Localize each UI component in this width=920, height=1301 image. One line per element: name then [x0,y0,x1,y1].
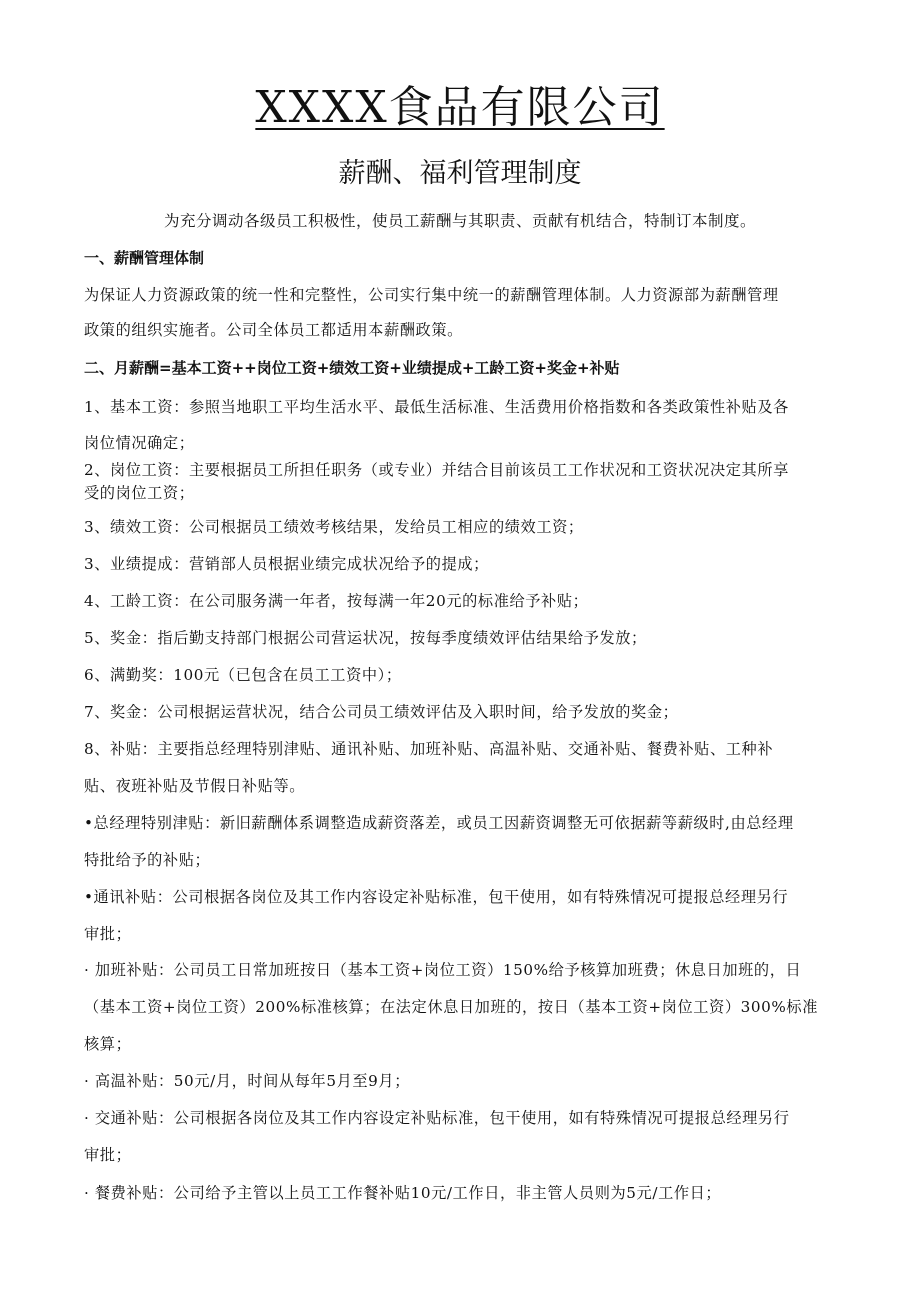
section-heading-1: 一、薪酬管理体制 [84,249,205,267]
paragraph-line: 3、绩效工资：公司根据员工绩效考核结果，发给员工相应的绩效工资； [84,518,584,536]
company-title [0,80,920,136]
paragraph-line: •总经理特别津贴：新旧薪酬体系调整造成薪资落差，或员工因薪资调整无可依据薪等薪级时,由总经理 [84,814,794,832]
paragraph-line: 受的岗位工资； [84,484,195,502]
paragraph-line: 2、岗位工资：主要根据员工所担任职务（或专业）并结合目前该员工工作状况和工资状况决定其所享 [84,461,789,479]
paragraph-line: 7、奖金：公司根据运营状况，结合公司员工绩效评估及入职时间，给予发放的奖金； [84,703,679,721]
paragraph-line: 1、基本工资：参照当地职工平均生活水平、最低生活标准、生活费用价格指数和各类政策性补贴及各 [84,398,789,416]
paragraph-line: · 加班补贴：公司员工日常加班按日（基本工资+岗位工资）150%给予核算加班费；休息日加班的，日 [84,961,802,979]
paragraph-line: 8、补贴：主要指总经理特别津贴、通讯补贴、加班补贴、高温补贴、交通补贴、餐费补贴、工种补 [84,740,774,758]
paragraph-line: 特批给予的补贴； [84,851,211,869]
paragraph-line: 5、奖金：指后勤支持部门根据公司营运状况，按每季度绩效评估结果给予发放； [84,629,647,647]
document-subtitle: 薪酬、福利管理制度 [338,158,582,189]
company-title-text: XXXX食品有限公司 [255,82,665,133]
paragraph-line: （基本工资+岗位工资）200%标准核算；在法定休息日加班的，按日（基本工资+岗位工资）300%标准 [84,998,819,1016]
paragraph-line: · 高温补贴：50元/月，时间从每年5月至9月； [84,1072,411,1090]
paragraph-line: 贴、夜班补贴及节假日补贴等。 [84,777,306,795]
paragraph-line: · 餐费补贴：公司给予主管以上员工工作餐补贴10元/工作日，非主管人员则为5元/工作日； [84,1184,722,1202]
paragraph-line: 3、业绩提成：营销部人员根据业绩完成状况给予的提成； [84,555,489,573]
paragraph-line: 4、工龄工资：在公司服务满一年者，按每满一年20元的标准给予补贴； [84,592,589,610]
paragraph-line: 岗位情况确定； [84,434,195,452]
paragraph-line: •通讯补贴：公司根据各岗位及其工作内容设定补贴标准，包干使用，如有特殊情况可提报总经理另行 [84,888,789,906]
paragraph-line: 核算； [84,1035,132,1053]
paragraph-line: 政策的组织实施者。公司全体员工都适用本薪酬政策。 [84,321,463,339]
paragraph-line: 为保证人力资源政策的统一性和完整性，公司实行集中统一的薪酬管理体制。人力资源部为薪酬管理 [84,286,779,304]
paragraph-line: 审批； [84,925,132,943]
section-heading-2: 二、月薪酬=基本工资++岗位工资+绩效工资+业绩提成+工龄工资+奖金+补贴 [84,359,620,377]
paragraph-line: · 交通补贴：公司根据各岗位及其工作内容设定补贴标准，包干使用，如有特殊情况可提报总经理另行 [84,1109,790,1127]
paragraph-line: 审批； [84,1146,132,1164]
paragraph-line: 6、满勤奖：100元（已包含在员工工资中）； [84,666,402,684]
intro-paragraph: 为充分调动各级员工积极性，使员工薪酬与其职责、贡献有机结合，特制订本制度。 [163,212,756,230]
